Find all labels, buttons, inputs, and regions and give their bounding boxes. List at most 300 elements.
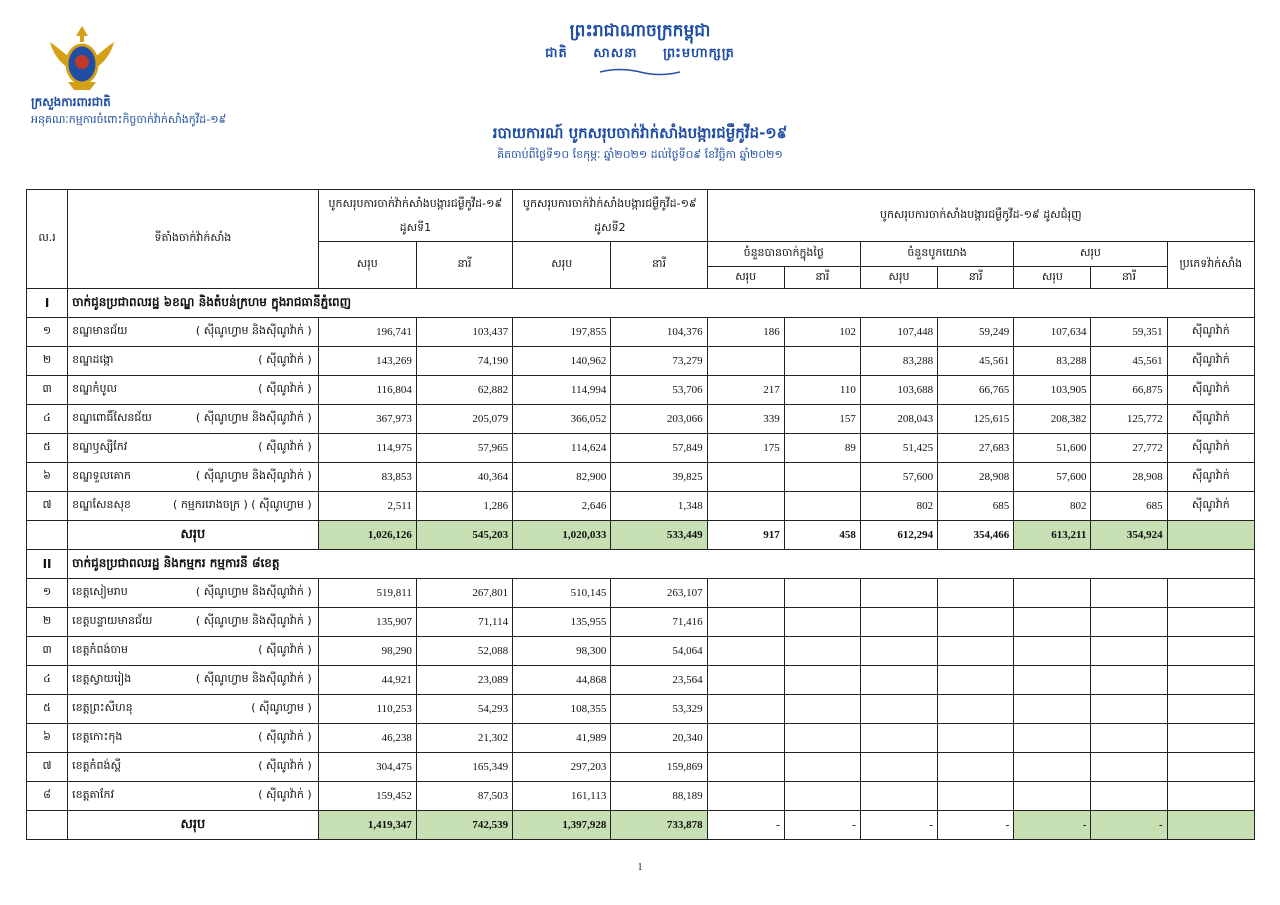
value-cell-tdf: [784, 666, 860, 695]
value-cell-d2f: 88,189: [611, 782, 707, 811]
value-cell-d1f: 74,190: [416, 347, 512, 376]
value-cell-d1t: 44,921: [318, 666, 416, 695]
location-cell: [68, 608, 319, 637]
table-row: [27, 608, 1255, 637]
total-cell-tdf: -: [784, 811, 860, 840]
location-cell: [68, 463, 319, 492]
row-number: ៣: [27, 637, 68, 666]
value-cell-d2t: 44,868: [513, 666, 611, 695]
value-cell-tdt: 175: [707, 434, 784, 463]
value-cell-cmt: 57,600: [860, 463, 937, 492]
row-number: ១: [27, 318, 68, 347]
total-cell-tof: -: [1091, 811, 1167, 840]
header-tot-female: នារី: [1091, 267, 1167, 289]
value-cell-cmt: 83,288: [860, 347, 937, 376]
value-cell-cmt: [860, 782, 937, 811]
header-today-female: នារី: [784, 267, 860, 289]
value-cell-d2f: 57,849: [611, 434, 707, 463]
value-cell-cmf: 28,908: [938, 463, 1014, 492]
location-vaccine-note: ( ស៊ីណូហ្វាម និងស៊ីណូវ៉ាក់ ): [195, 585, 312, 598]
location-cell: [68, 637, 319, 666]
location-cell: [68, 753, 319, 782]
total-cell-tof: 354,924: [1091, 521, 1167, 550]
header-no: ល.រ: [27, 190, 68, 289]
location-name: ខណ្ឌឫស្សីកែវ: [72, 440, 128, 453]
value-cell-tdt: 339: [707, 405, 784, 434]
motto-religion: សាសនា: [593, 46, 638, 61]
value-cell-d1f: 103,437: [416, 318, 512, 347]
value-cell-d2f: 263,107: [611, 579, 707, 608]
total-cell-d1f: 545,203: [416, 521, 512, 550]
location-cell: [68, 724, 319, 753]
value-cell-tot: [1014, 637, 1091, 666]
location-cell: [68, 376, 319, 405]
total-cell-tot: 613,211: [1014, 521, 1091, 550]
section-header-row: [27, 289, 1255, 318]
value-cell-cmf: 685: [938, 492, 1014, 521]
value-cell-tof: [1091, 666, 1167, 695]
vaccine-type-cell: ស៊ីណូវ៉ាក់: [1167, 492, 1254, 521]
value-cell-cmf: [938, 724, 1014, 753]
location-name: ខណ្ឌទួលគោក: [72, 469, 131, 482]
value-cell-tdf: 157: [784, 405, 860, 434]
value-cell-cmf: 66,765: [938, 376, 1014, 405]
location-vaccine-note: ( ស៊ីណូហ្វាម និងស៊ីណូវ៉ាក់ ): [195, 672, 312, 685]
section-title: ចាក់ជូនប្រជាពលរដ្ឋ និងកម្មករ កម្មការនី ៨ខេត្ត: [68, 550, 1255, 579]
table-row: [27, 347, 1255, 376]
header-d2-total: សរុប: [513, 242, 611, 289]
total-cell-tdf: 458: [784, 521, 860, 550]
value-cell-d1f: 21,302: [416, 724, 512, 753]
value-cell-d2t: 197,855: [513, 318, 611, 347]
vaccine-type-cell: [1167, 753, 1254, 782]
location-cell: [68, 434, 319, 463]
value-cell-d2f: 53,706: [611, 376, 707, 405]
value-cell-d2t: 161,113: [513, 782, 611, 811]
value-cell-d2t: 98,300: [513, 637, 611, 666]
location-name: ខណ្ឌពោធិ៍សែនជ័យ: [72, 411, 152, 424]
location-name: ខេត្តកំពង់ស្ពឺ: [72, 759, 121, 772]
value-cell-d1f: 87,503: [416, 782, 512, 811]
location-vaccine-note: ( ស៊ីណូវ៉ាក់ ): [258, 759, 312, 772]
value-cell-cmf: 45,561: [938, 347, 1014, 376]
value-cell-d2t: 114,994: [513, 376, 611, 405]
value-cell-d1f: 165,349: [416, 753, 512, 782]
header-cum-female: នារី: [938, 267, 1014, 289]
table-row: [27, 753, 1255, 782]
committee-name: អនុគណៈកម្មការចំពោះកិច្ចចាក់វ៉ាក់សាំងកូវីដ-១៩: [31, 113, 227, 126]
value-cell-d1t: 367,973: [318, 405, 416, 434]
total-label: សរុប: [68, 521, 319, 550]
value-cell-d2f: 54,064: [611, 637, 707, 666]
vaccine-type-cell: ស៊ីណូវ៉ាក់: [1167, 434, 1254, 463]
table-row: [27, 434, 1255, 463]
section-header-row: [27, 550, 1255, 579]
total-cell-tot: -: [1014, 811, 1091, 840]
location-name: ខេត្តសៀមរាប: [72, 585, 128, 598]
report-period: គិតចាប់ពីថ្ងៃទី១០ ខែកុម្ភៈ ឆ្នាំ២០២១ ដល់ថ្ងៃទី០៩ ខែវិច្ឆិកា ឆ្នាំ២០២១: [497, 148, 783, 161]
location-name: ខណ្ឌសែនសុខ: [72, 498, 131, 511]
value-cell-tof: 28,908: [1091, 463, 1167, 492]
value-cell-d2f: 159,869: [611, 753, 707, 782]
value-cell-tdf: [784, 637, 860, 666]
value-cell-tdf: [784, 492, 860, 521]
location-name: ខេត្តព្រះសីហនុ: [72, 701, 133, 714]
location-vaccine-note: ( ស៊ីណូវ៉ាក់ ): [258, 730, 312, 743]
vaccine-type-cell: [1167, 608, 1254, 637]
row-number: ២: [27, 608, 68, 637]
value-cell-tot: 83,288: [1014, 347, 1091, 376]
value-cell-d2t: 108,355: [513, 695, 611, 724]
value-cell-tot: [1014, 782, 1091, 811]
value-cell-d2t: 82,900: [513, 463, 611, 492]
value-cell-tdf: 89: [784, 434, 860, 463]
value-cell-tot: [1014, 666, 1091, 695]
vaccine-type-cell: ស៊ីណូវ៉ាក់: [1167, 376, 1254, 405]
total-empty-cell: [27, 811, 68, 840]
header-tot-total: សរុប: [1014, 267, 1091, 289]
location-name: ខេត្តស្វាយរៀង: [72, 672, 132, 685]
value-cell-tdf: 102: [784, 318, 860, 347]
row-number: ២: [27, 347, 68, 376]
section-number: II: [27, 550, 68, 579]
vaccine-type-cell: [1167, 782, 1254, 811]
total-label: សរុប: [68, 811, 319, 840]
value-cell-d2f: 203,066: [611, 405, 707, 434]
total-cell-d1t: 1,026,126: [318, 521, 416, 550]
value-cell-tof: 59,351: [1091, 318, 1167, 347]
total-cell-d2f: 533,449: [611, 521, 707, 550]
value-cell-cmf: [938, 695, 1014, 724]
table-body: [27, 289, 1255, 840]
value-cell-tdt: [707, 608, 784, 637]
location-cell: [68, 492, 319, 521]
total-cell-d2f: 733,878: [611, 811, 707, 840]
value-cell-cmf: [938, 608, 1014, 637]
value-cell-tdt: [707, 782, 784, 811]
value-cell-d1t: 110,253: [318, 695, 416, 724]
value-cell-d1t: 98,290: [318, 637, 416, 666]
value-cell-cmt: 107,448: [860, 318, 937, 347]
value-cell-d2t: 297,203: [513, 753, 611, 782]
ornament-divider-icon: [600, 67, 680, 77]
value-cell-tot: [1014, 608, 1091, 637]
value-cell-cmf: 125,615: [938, 405, 1014, 434]
total-cell-cmt: 612,294: [860, 521, 937, 550]
kingdom-title: ព្រះរាជាណាចក្រកម្ពុជា: [569, 21, 711, 41]
value-cell-cmf: 59,249: [938, 318, 1014, 347]
location-vaccine-note: ( ស៊ីណូវ៉ាក់ ): [258, 440, 312, 453]
total-cell-d2t: 1,397,928: [513, 811, 611, 840]
value-cell-tdt: [707, 347, 784, 376]
value-cell-d1f: 23,089: [416, 666, 512, 695]
value-cell-d2f: 73,279: [611, 347, 707, 376]
value-cell-d1f: 205,079: [416, 405, 512, 434]
vaccine-type-cell: [1167, 579, 1254, 608]
table-row: [27, 637, 1255, 666]
location-name: ខណ្ឌកំបូល: [72, 382, 117, 395]
row-number: ៨: [27, 782, 68, 811]
header-booster-total: សរុប: [1014, 242, 1167, 267]
value-cell-d1t: 519,811: [318, 579, 416, 608]
location-name: ខេត្តតាកែវ: [72, 788, 114, 801]
value-cell-d2f: 53,329: [611, 695, 707, 724]
total-row: [27, 811, 1255, 840]
value-cell-tdt: 217: [707, 376, 784, 405]
value-cell-cmt: 103,688: [860, 376, 937, 405]
value-cell-cmt: [860, 608, 937, 637]
table-row: [27, 724, 1255, 753]
table-row: [27, 492, 1255, 521]
value-cell-tof: 45,561: [1091, 347, 1167, 376]
value-cell-tof: 66,875: [1091, 376, 1167, 405]
row-number: ៧: [27, 753, 68, 782]
value-cell-d2f: 1,348: [611, 492, 707, 521]
value-cell-tdt: [707, 724, 784, 753]
value-cell-tof: 27,772: [1091, 434, 1167, 463]
value-cell-tdt: [707, 753, 784, 782]
vaccine-type-cell: ស៊ីណូវ៉ាក់: [1167, 318, 1254, 347]
vaccine-type-cell: [1167, 666, 1254, 695]
location-cell: [68, 695, 319, 724]
value-cell-d1f: 54,293: [416, 695, 512, 724]
total-cell-vac: [1167, 811, 1254, 840]
row-number: ៤: [27, 666, 68, 695]
value-cell-cmf: [938, 637, 1014, 666]
value-cell-tof: [1091, 724, 1167, 753]
location-vaccine-note: ( ស៊ីណូវ៉ាក់ ): [258, 353, 312, 366]
table-row: [27, 318, 1255, 347]
location-vaccine-note: ( ស៊ីណូហ្វាម និងស៊ីណូវ៉ាក់ ): [195, 614, 312, 627]
row-number: ១: [27, 579, 68, 608]
total-cell-d2t: 1,020,033: [513, 521, 611, 550]
value-cell-tdt: 186: [707, 318, 784, 347]
value-cell-tof: 685: [1091, 492, 1167, 521]
value-cell-d2t: 135,955: [513, 608, 611, 637]
value-cell-d2t: 2,646: [513, 492, 611, 521]
value-cell-tdt: [707, 579, 784, 608]
value-cell-d1f: 1,286: [416, 492, 512, 521]
value-cell-cmf: [938, 753, 1014, 782]
value-cell-tdt: [707, 637, 784, 666]
value-cell-tdf: [784, 347, 860, 376]
value-cell-tot: [1014, 695, 1091, 724]
table-row: [27, 463, 1255, 492]
value-cell-tdt: [707, 463, 784, 492]
value-cell-d1t: 143,269: [318, 347, 416, 376]
value-cell-tot: 51,600: [1014, 434, 1091, 463]
location-name: ខេត្តកំពង់ចាម: [72, 643, 128, 656]
row-number: ៦: [27, 463, 68, 492]
location-cell: [68, 405, 319, 434]
value-cell-d1f: 57,965: [416, 434, 512, 463]
value-cell-tdf: [784, 753, 860, 782]
value-cell-d1t: 196,741: [318, 318, 416, 347]
value-cell-cmf: 27,683: [938, 434, 1014, 463]
report-title: របាយការណ៍ បូកសរុបចាក់វ៉ាក់សាំងបង្ការជម្ងឺកូវីដ-១៩: [492, 124, 788, 142]
location-vaccine-note: ( ស៊ីណូវ៉ាក់ ): [258, 643, 312, 656]
vaccine-type-cell: [1167, 724, 1254, 753]
value-cell-d1t: 83,853: [318, 463, 416, 492]
location-name: ខេត្តបន្ទាយមានជ័យ: [72, 614, 153, 627]
header-today: ចំនួនបានចាក់ក្នុងថ្ងៃ: [707, 242, 860, 267]
vaccine-type-cell: ស៊ីណូវ៉ាក់: [1167, 405, 1254, 434]
value-cell-d1f: 52,088: [416, 637, 512, 666]
row-number: ៤: [27, 405, 68, 434]
row-number: ៥: [27, 434, 68, 463]
value-cell-d2f: 104,376: [611, 318, 707, 347]
value-cell-d1t: 159,452: [318, 782, 416, 811]
total-row: [27, 521, 1255, 550]
row-number: ៥: [27, 695, 68, 724]
value-cell-tof: [1091, 695, 1167, 724]
location-vaccine-note: ( ស៊ីណូវ៉ាក់ ): [258, 788, 312, 801]
vaccine-type-cell: [1167, 637, 1254, 666]
value-cell-tot: [1014, 579, 1091, 608]
total-cell-cmf: 354,466: [938, 521, 1014, 550]
location-cell: [68, 318, 319, 347]
value-cell-cmt: [860, 637, 937, 666]
motto-king: ព្រះមហាក្សត្រ: [663, 46, 735, 61]
value-cell-cmf: [938, 782, 1014, 811]
value-cell-d1f: 267,801: [416, 579, 512, 608]
total-cell-tdt: -: [707, 811, 784, 840]
value-cell-d1t: 46,238: [318, 724, 416, 753]
value-cell-d2f: 39,825: [611, 463, 707, 492]
location-vaccine-note: ( ស៊ីណូហ្វាម និងស៊ីណូវ៉ាក់ ): [195, 469, 312, 482]
value-cell-tot: 103,905: [1014, 376, 1091, 405]
location-cell: [68, 782, 319, 811]
total-empty-cell: [27, 521, 68, 550]
row-number: ៣: [27, 376, 68, 405]
value-cell-tot: 107,634: [1014, 318, 1091, 347]
table-row: [27, 782, 1255, 811]
value-cell-cmt: [860, 695, 937, 724]
national-motto: [440, 45, 840, 64]
table-row: [27, 376, 1255, 405]
value-cell-tdf: [784, 463, 860, 492]
header-cumulative: ចំនួនបូកយោង: [860, 242, 1013, 267]
value-cell-tdf: [784, 724, 860, 753]
value-cell-d2t: 140,962: [513, 347, 611, 376]
value-cell-cmt: 802: [860, 492, 937, 521]
location-vaccine-note: ( ស៊ីណូហ្វាម និងស៊ីណូវ៉ាក់ ): [195, 324, 312, 337]
header-d1-female: នារី: [416, 242, 512, 289]
row-number: ៧: [27, 492, 68, 521]
location-vaccine-note: ( ស៊ីណូហ្វាម ): [251, 701, 312, 714]
header-today-total: សរុប: [707, 267, 784, 289]
table-row: [27, 405, 1255, 434]
value-cell-tof: [1091, 782, 1167, 811]
value-cell-tof: [1091, 579, 1167, 608]
ministry-name: ក្រសួងការពារជាតិ: [31, 95, 111, 109]
location-name: ខណ្ឌមានជ័យ: [72, 324, 128, 337]
value-cell-tot: 802: [1014, 492, 1091, 521]
value-cell-cmt: [860, 753, 937, 782]
header-vaccine-type: ប្រភេទវ៉ាក់សាំង: [1167, 242, 1254, 289]
location-cell: [68, 579, 319, 608]
header-dose2: បូកសរុបការចាក់វ៉ាក់សាំងបង្ការជម្ងឺកូវីដ-១៩ ដូសទី2: [513, 190, 707, 242]
value-cell-tdf: [784, 579, 860, 608]
value-cell-d1t: 304,475: [318, 753, 416, 782]
header-d1-total: សរុប: [318, 242, 416, 289]
total-cell-cmt: -: [860, 811, 937, 840]
value-cell-d2f: 71,416: [611, 608, 707, 637]
header-booster: បូកសរុបការចាក់សាំងបង្ការជម្ងឺកូវីដ-១៩ ដូសជំរុញ: [707, 190, 1254, 242]
value-cell-tof: [1091, 608, 1167, 637]
total-cell-cmf: -: [938, 811, 1014, 840]
table-row: [27, 695, 1255, 724]
value-cell-cmt: [860, 666, 937, 695]
value-cell-cmt: [860, 724, 937, 753]
value-cell-d2t: 114,624: [513, 434, 611, 463]
value-cell-tdf: 110: [784, 376, 860, 405]
value-cell-d1t: 135,907: [318, 608, 416, 637]
total-cell-tdt: 917: [707, 521, 784, 550]
value-cell-tof: [1091, 753, 1167, 782]
header-dose1: បូកសរុបការចាក់វ៉ាក់សាំងបង្ការជម្ងឺកូវីដ-១៩ ដូសទី1: [318, 190, 512, 242]
value-cell-cmt: 208,043: [860, 405, 937, 434]
value-cell-d2t: 510,145: [513, 579, 611, 608]
value-cell-d2f: 20,340: [611, 724, 707, 753]
location-cell: [68, 347, 319, 376]
header-d2-female: នារី: [611, 242, 707, 289]
page-number: 1: [637, 862, 643, 873]
value-cell-tot: 57,600: [1014, 463, 1091, 492]
value-cell-cmt: [860, 579, 937, 608]
section-number: I: [27, 289, 68, 318]
value-cell-cmf: [938, 666, 1014, 695]
value-cell-cmf: [938, 579, 1014, 608]
location-vaccine-note: ( ស៊ីណូវ៉ាក់ ): [258, 382, 312, 395]
value-cell-tot: [1014, 753, 1091, 782]
value-cell-tdt: [707, 666, 784, 695]
row-number: ៦: [27, 724, 68, 753]
vaccine-type-cell: ស៊ីណូវ៉ាក់: [1167, 463, 1254, 492]
location-vaccine-note: ( កម្មកររោងចក្រ ) ( ស៊ីណូហ្វាម ): [173, 498, 312, 511]
value-cell-tdf: [784, 695, 860, 724]
value-cell-d2f: 23,564: [611, 666, 707, 695]
value-cell-d1f: 71,114: [416, 608, 512, 637]
value-cell-tot: [1014, 724, 1091, 753]
value-cell-d2t: 366,052: [513, 405, 611, 434]
header-cum-total: សរុប: [860, 267, 937, 289]
value-cell-d1t: 114,975: [318, 434, 416, 463]
vaccine-type-cell: [1167, 695, 1254, 724]
value-cell-tof: [1091, 637, 1167, 666]
value-cell-tof: 125,772: [1091, 405, 1167, 434]
location-vaccine-note: ( ស៊ីណូហ្វាម និងស៊ីណូវ៉ាក់ ): [195, 411, 312, 424]
motto-nation: ជាតិ: [545, 46, 568, 61]
value-cell-d1t: 2,511: [318, 492, 416, 521]
value-cell-tot: 208,382: [1014, 405, 1091, 434]
location-name: ខេត្តកោះកុង: [72, 730, 123, 743]
total-cell-vac: [1167, 521, 1254, 550]
value-cell-cmt: 51,425: [860, 434, 937, 463]
section-title: ចាក់ជូនប្រជាពលរដ្ឋ ៦ខណ្ឌ និងតំបន់ក្រហម ក្នុងរាជធានីភ្នំពេញ: [68, 289, 1255, 318]
value-cell-tdt: [707, 695, 784, 724]
value-cell-tdf: [784, 782, 860, 811]
location-name: ខណ្ឌដង្កោ: [72, 353, 114, 366]
vaccination-table: [26, 189, 1255, 840]
value-cell-d1f: 62,882: [416, 376, 512, 405]
location-cell: [68, 666, 319, 695]
value-cell-tdt: [707, 492, 784, 521]
value-cell-d2t: 41,989: [513, 724, 611, 753]
value-cell-d1t: 116,804: [318, 376, 416, 405]
table-row: [27, 666, 1255, 695]
value-cell-d1f: 40,364: [416, 463, 512, 492]
